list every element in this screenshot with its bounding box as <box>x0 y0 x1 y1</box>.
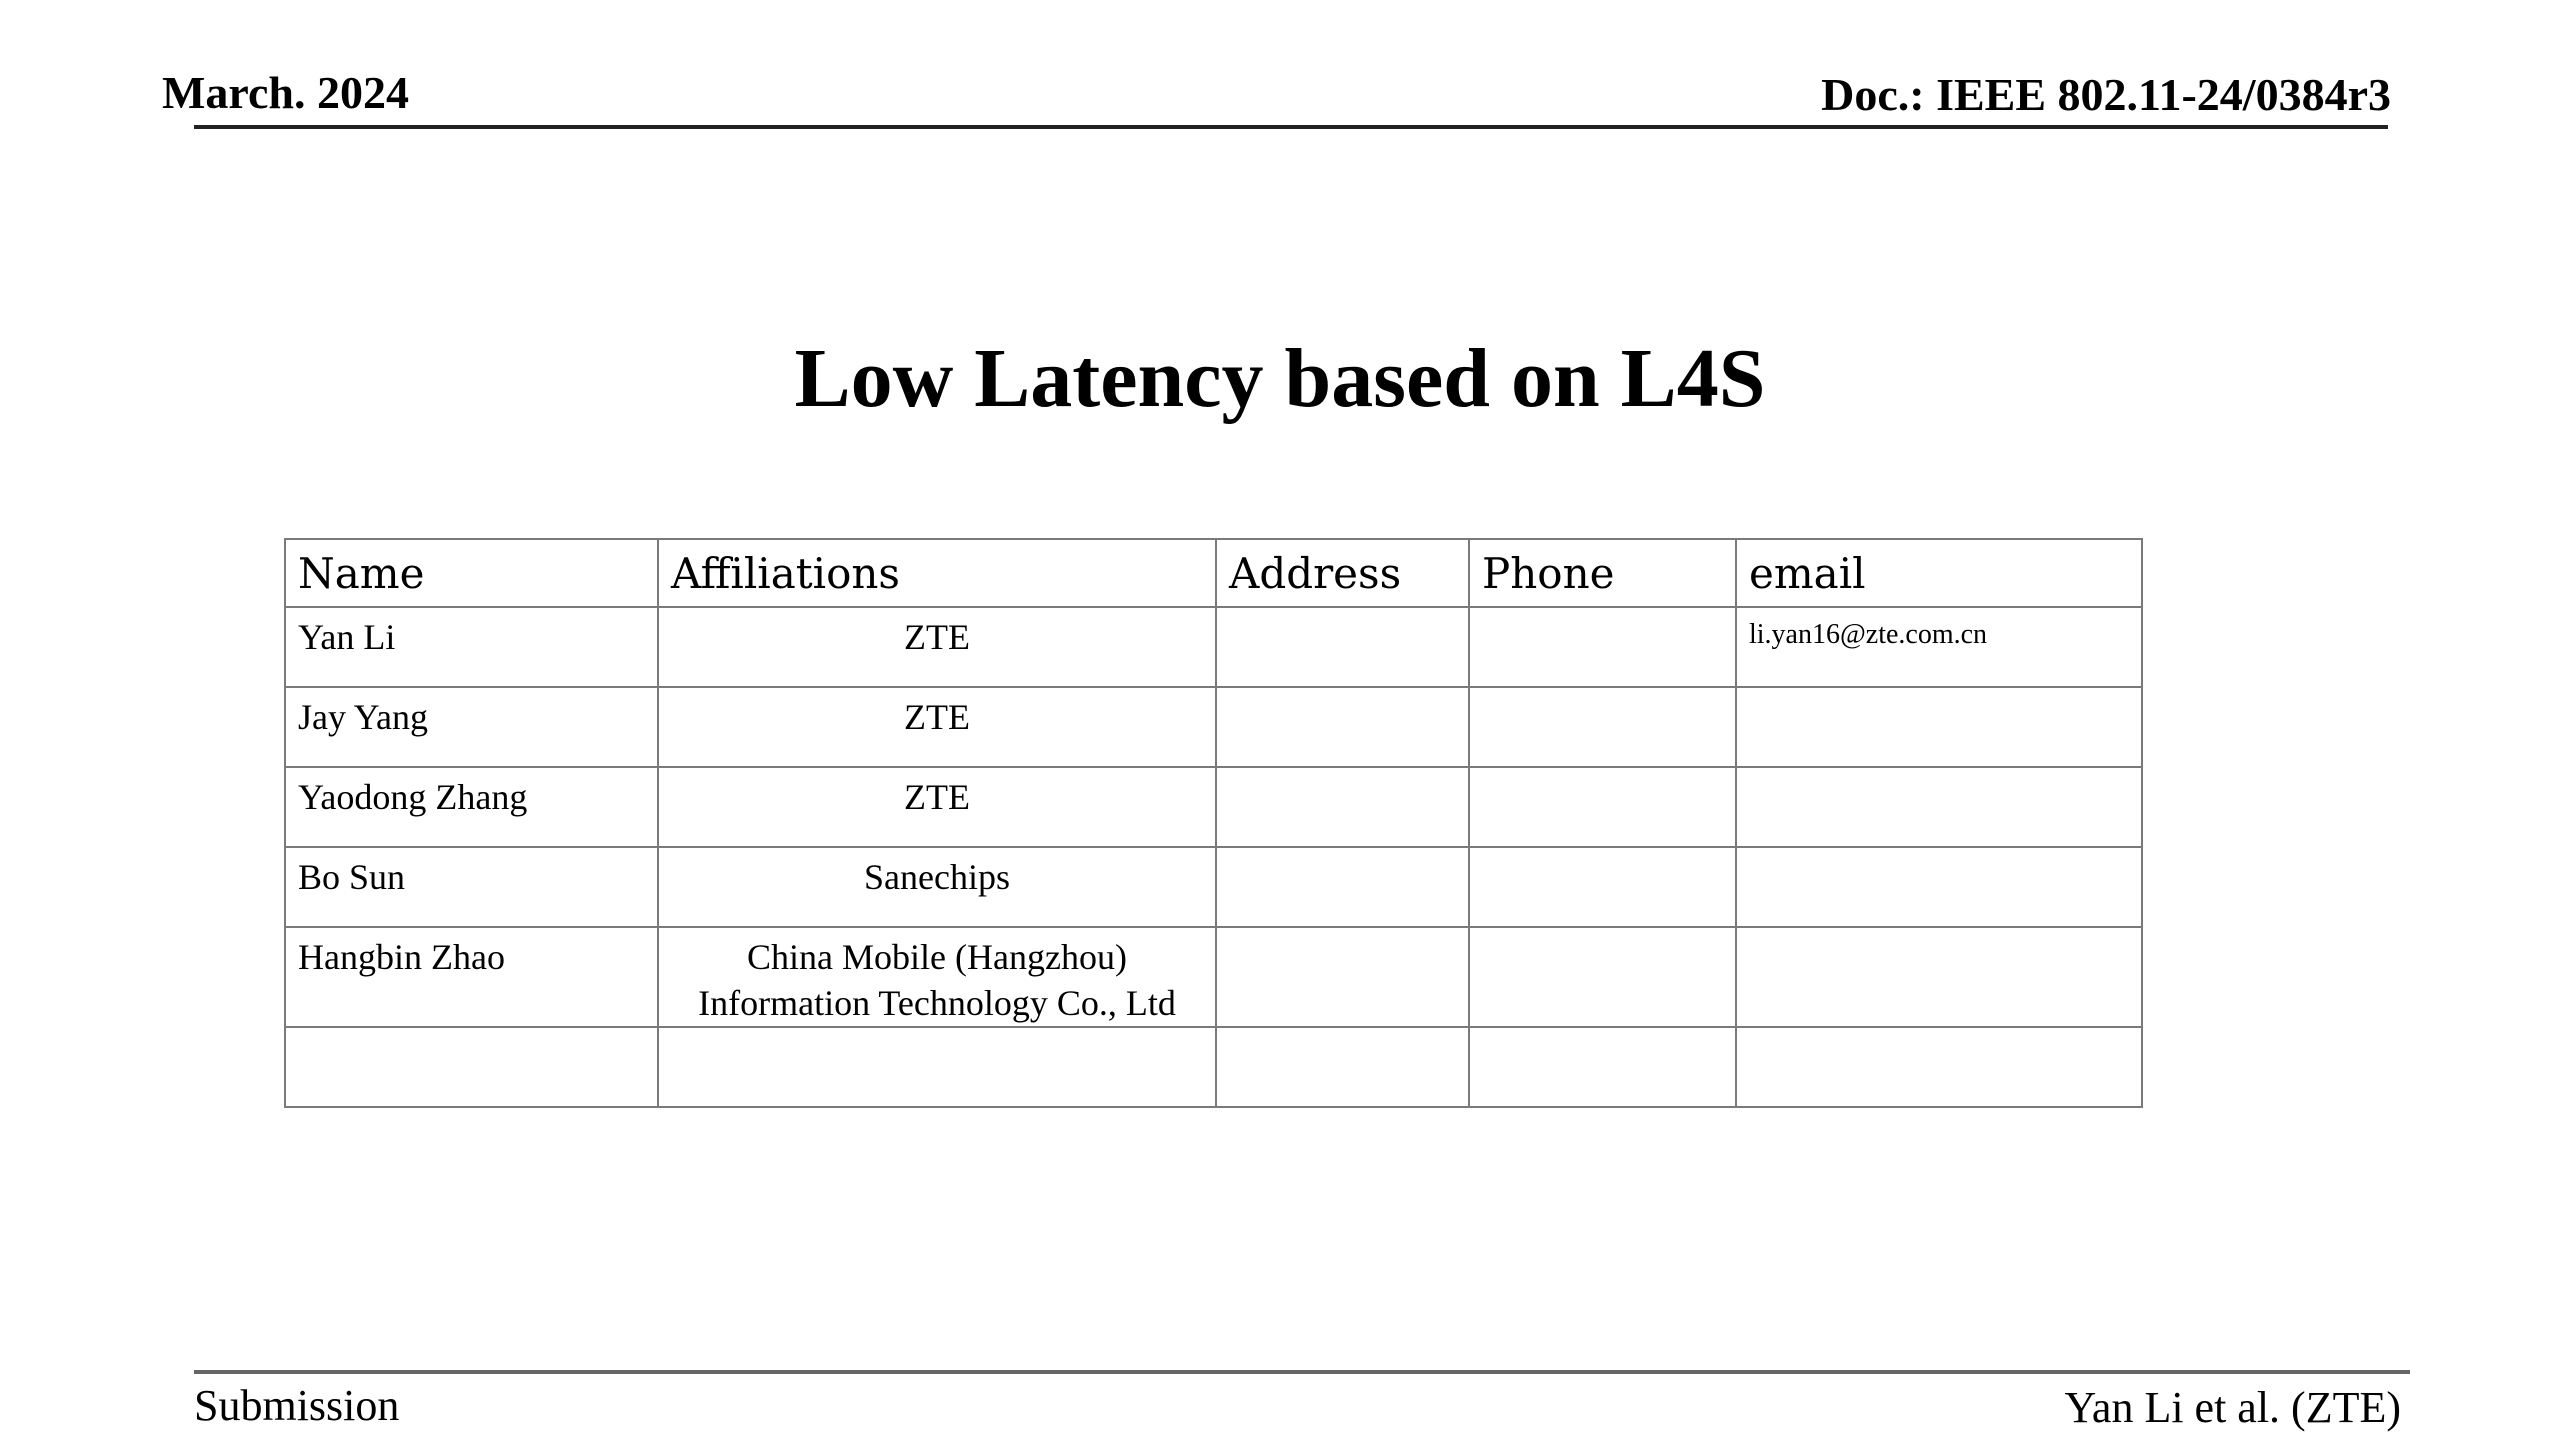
author-name <box>285 1027 658 1107</box>
author-affiliation: ZTE <box>658 687 1216 767</box>
author-phone <box>1469 767 1736 847</box>
column-header-email: email <box>1736 539 2142 607</box>
table-row <box>285 1027 2142 1107</box>
footer-submission: Submission <box>194 1381 400 1430</box>
column-header-affiliations: Affiliations <box>658 539 1216 607</box>
table-header-row <box>285 539 2142 607</box>
affiliation-line: Information Technology Co., Ltd <box>698 983 1176 1023</box>
author-address <box>1216 1027 1469 1107</box>
column-header-name: Name <box>285 539 658 607</box>
document-id: Doc.: IEEE 802.11-24/0384r3 <box>1821 69 2391 120</box>
author-name: Yaodong Zhang <box>285 767 658 847</box>
author-phone <box>1469 847 1736 927</box>
author-name: Bo Sun <box>285 847 658 927</box>
author-email <box>1736 767 2142 847</box>
author-phone <box>1469 687 1736 767</box>
table-row <box>285 767 2142 847</box>
author-email <box>1736 1027 2142 1107</box>
author-phone <box>1469 607 1736 687</box>
author-name: Yan Li <box>285 607 658 687</box>
author-phone <box>1469 927 1736 1027</box>
author-name: Hangbin Zhao <box>285 927 658 1027</box>
author-email <box>1736 927 2142 1027</box>
author-email <box>1736 687 2142 767</box>
author-address <box>1216 767 1469 847</box>
authors-table <box>284 538 2143 1108</box>
footer-authors: Yan Li et al. (ZTE) <box>2064 1383 2401 1432</box>
author-email: li.yan16@zte.com.cn <box>1736 607 2142 687</box>
author-affiliation: ZTE <box>658 767 1216 847</box>
header-date: March. 2024 <box>162 67 410 118</box>
header-divider <box>194 125 2388 129</box>
slide-title: Low Latency based on L4S <box>794 332 1766 425</box>
author-affiliation: Sanechips <box>658 847 1216 927</box>
author-address <box>1216 607 1469 687</box>
table-row <box>285 687 2142 767</box>
author-affiliation <box>658 1027 1216 1107</box>
table-row <box>285 927 2142 1027</box>
author-address <box>1216 847 1469 927</box>
table-row <box>285 607 2142 687</box>
column-header-address: Address <box>1216 539 1469 607</box>
author-address <box>1216 927 1469 1027</box>
author-email <box>1736 847 2142 927</box>
table-row <box>285 847 2142 927</box>
author-affiliation <box>658 927 1216 1027</box>
footer-divider <box>194 1370 2410 1374</box>
author-address <box>1216 687 1469 767</box>
author-affiliation: ZTE <box>658 607 1216 687</box>
affiliation-line: China Mobile (Hangzhou) <box>747 937 1127 977</box>
author-name: Jay Yang <box>285 687 658 767</box>
author-phone <box>1469 1027 1736 1107</box>
column-header-phone: Phone <box>1469 539 1736 607</box>
